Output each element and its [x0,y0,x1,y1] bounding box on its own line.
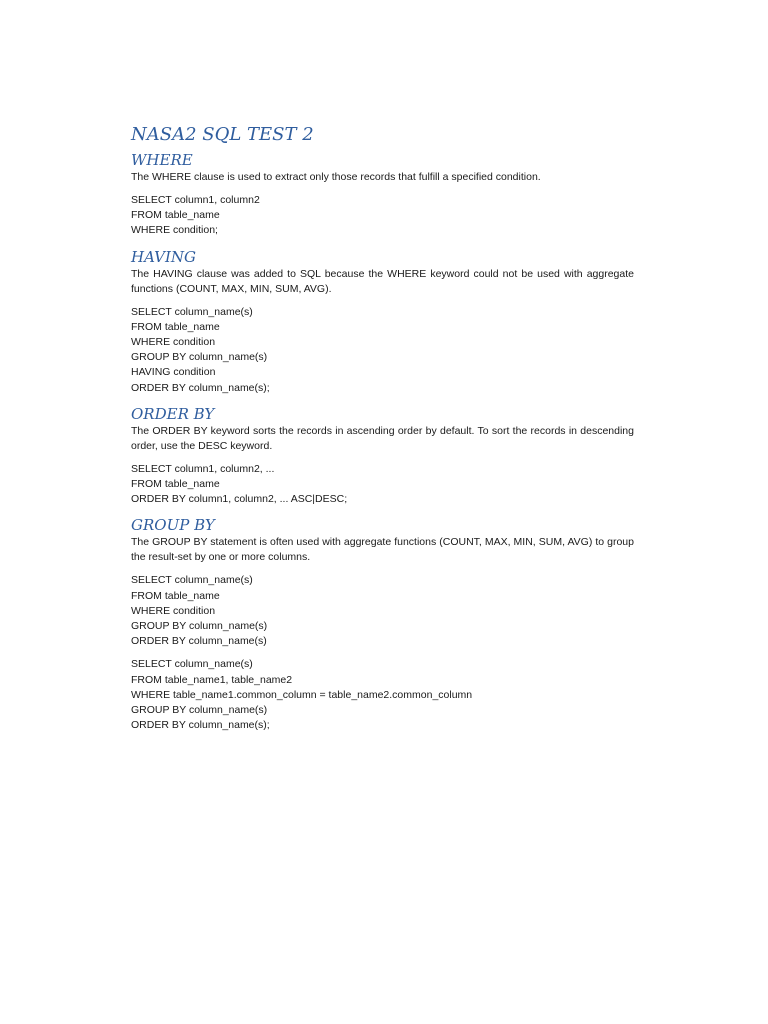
sql-code-block [131,462,634,508]
code-line: HAVING condition [131,366,216,379]
code-line: ORDER BY column_name(s) [131,635,267,648]
section-where [131,150,634,239]
code-line: FROM table_name1, table_name2 [131,673,293,686]
code-line: SELECT column1, column2 [131,194,260,206]
section-group-by [131,515,634,733]
section-heading: ORDER BY [131,404,215,423]
section-heading: GROUP BY [131,516,215,535]
document-title: NASA2 SQL TEST 2 [131,124,314,145]
code-line: ORDER BY column_name(s); [131,381,270,394]
section-order-by [131,404,634,508]
section-description: The WHERE clause is used to extract only those records that fulfill a specified condition. [131,171,541,183]
code-line: FROM table_name [131,320,220,333]
sql-code-block [131,573,634,649]
code-line: FROM table_name [131,209,220,222]
code-line: GROUP BY column_name(s) [131,620,268,633]
code-line: WHERE table_name1.common_column = table_name2.common_column [131,688,473,701]
code-line: GROUP BY column_name(s) [131,704,268,717]
code-line: WHERE condition [131,336,216,349]
section-description: The GROUP BY statement is often used with aggregate functions (COUNT, MAX, MIN, SUM, AVG) to group the result-set by one or more columns. [131,536,634,564]
section-having [131,247,634,396]
code-line: WHERE condition [131,604,216,617]
code-line: SELECT column_name(s) [131,305,253,318]
code-line: FROM table_name [131,589,220,602]
code-line: WHERE condition; [131,224,218,237]
code-line: ORDER BY column1, column2, ... ASC|DESC; [131,493,348,506]
code-line: SELECT column1, column2, ... [131,462,275,475]
section-heading: HAVING [131,247,197,266]
section-heading: WHERE [131,151,193,169]
code-line: SELECT column_name(s) [131,574,253,587]
sql-code-block [131,305,634,396]
code-line: SELECT column_name(s) [131,658,253,671]
sql-code-block [131,657,634,733]
code-line: ORDER BY column_name(s); [131,719,270,732]
section-description: The HAVING clause was added to SQL because the WHERE keyword could not be used with aggregate functions (COUNT, MAX, MIN, SUM, AVG). [131,267,634,295]
code-line: FROM table_name [131,478,220,491]
section-description: The ORDER BY keyword sorts the records in ascending order by default. To sort the records in descending order, use the DESC keyword. [131,424,634,452]
code-line: GROUP BY column_name(s) [131,351,268,364]
document-page [131,122,634,739]
sql-code-block [131,193,634,239]
